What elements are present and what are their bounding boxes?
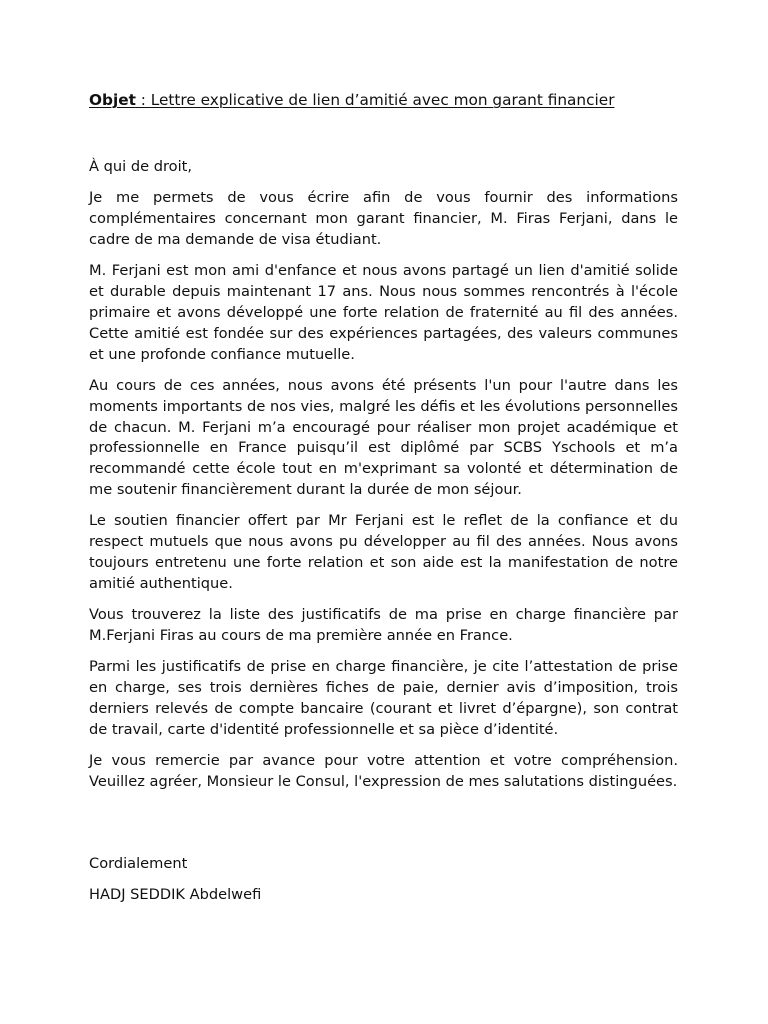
closing: Cordialement: [89, 855, 188, 872]
subject-text: : Lettre explicative de lien d’amitié avec mon garant financier: [135, 91, 615, 109]
paragraph-documents-detail: Parmi les justificatifs de prise en charge financière, je cite l’attestation de prise en charge, ses trois dernières fiches de paie, dernier avis d’imposition, trois derniers relevés de compte bancaire (courant et livret d’épargne), son contrat de travail, carte d'identité professionnelle et sa pièce d’identité.: [89, 658, 678, 738]
subject-label: Objet: [89, 91, 136, 109]
signature: HADJ SEDDIK Abdelwefi: [89, 886, 262, 904]
closing-block: [89, 854, 678, 917]
paragraph-support: Au cours de ces années, nous avons été présents l'un pour l'autre dans les moments importants de nos vies, malgré les défis et les évolutions personnelles de chacun. M. Ferjani m’a encouragé pour réaliser mon projet académique et professionnelle en France puisqu’il est diplômé par SCBS Yschools et m’a recommandé cette école tout en m'exprimant sa volonté et détermination de me soutenir financièrement durant la durée de mon séjour.: [89, 376, 678, 498]
subject-line: [89, 90, 678, 111]
letter-body: [89, 157, 678, 803]
paragraph-thanks: Je vous remercie par avance pour votre attention et votre compréhension. Veuillez agréer, Monsieur le Consul, l'expression de mes salutations distinguées.: [89, 752, 678, 790]
paragraph-friendship: M. Ferjani est mon ami d'enfance et nous avons partagé un lien d'amitié solide et durable depuis maintenant 17 ans. Nous nous sommes rencontrés à l'école primaire et avons développé une forte relation de fraternité au fil des années. Cette amitié est fondée sur des expériences partagées, des valeurs communes et une profonde confiance mutuelle.: [89, 262, 678, 363]
paragraph-financial: Le soutien financier offert par Mr Ferjani est le reflet de la confiance et du respect mutuels que nous avons pu développer au fil des années. Nous avons toujours entretenu une forte relation et son aide est la manifestation de notre amitié authentique.: [89, 512, 678, 592]
paragraph-documents-list: Vous trouverez la liste des justificatifs de ma prise en charge financière par M.Ferjani Firas au cours de ma première année en France.: [89, 606, 678, 644]
paragraph-intro: Je me permets de vous écrire afin de vous fournir des informations complémentaires concernant mon garant financier, M. Firas Ferjani, dans le cadre de ma demande de visa étudiant.: [89, 189, 678, 248]
salutation: À qui de droit,: [89, 158, 192, 175]
